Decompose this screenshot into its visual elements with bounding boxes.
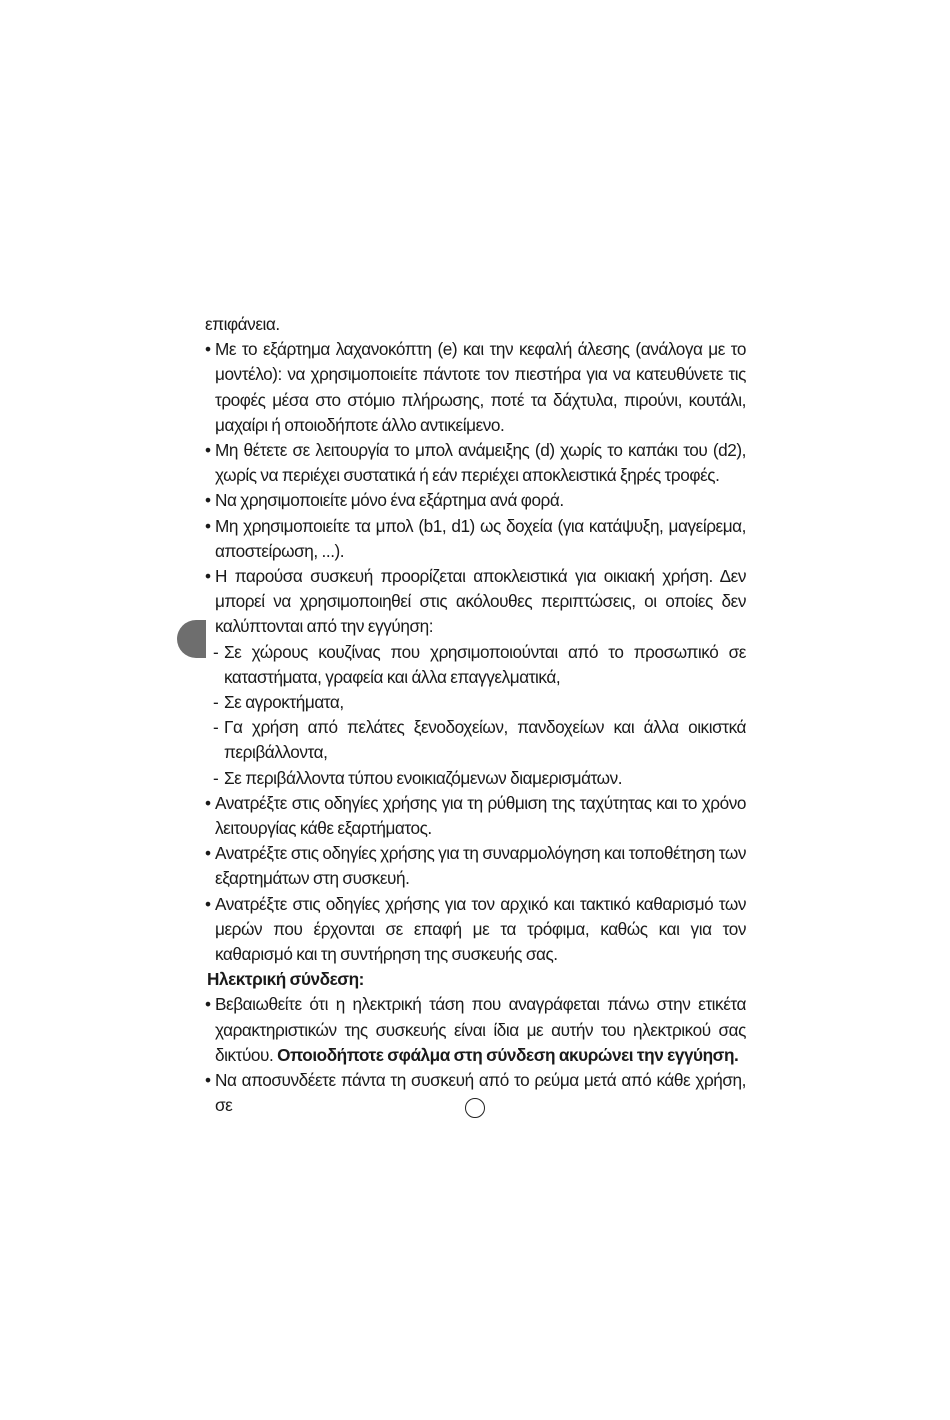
electrical-text: Βεβαιωθείτε ότι η ηλεκτρική τάση που αναγράφεται πάνω στην ετικέτα χαρακτηριστικών της συσκευής είναι ίδια με αυτήν του ηλεκτρικού σας δικτύου. [215,994,746,1065]
bullet-item: • Να χρησιμοποιείτε μόνο ένα εξάρτημα ανά φορά. [205,488,746,513]
bullet-item: • Ανατρέξτε στις οδηγίες χρήσης για τη συναρμολόγηση και τοποθέτηση των εξαρτημάτων στη συσκευή. [205,841,746,891]
document-body [205,312,746,1119]
sub-item: - Σε αγροκτήματα, [205,690,746,715]
sub-item: - Σε χώρους κουζίνας που χρησιμοποιούνται από το προσωπικό σε καταστήματα, γραφεία και άλλα επαγγελματικά, [205,640,746,690]
bullet-item: • Με το εξάρτημα λαχανοκόπτη (e) και την κεφαλή άλεσης (ανάλογα με το μοντέλο): να χρησιμοποιείτε πάντοτε τον πιεστήρα για να κατευθύνετε τις τροφές μέσα στο στόμιο πλήρωσης, ποτέ τα δάχτυλα, πιρούνι, κουτάλι, μαχαίρι ή οποιοδήποτε άλλο αντικείμενο. [205,337,746,438]
sub-item: - Σε περιβάλλοντα τύπου ενοικιαζόμενων διαμερισμάτων. [205,766,746,791]
language-tab-marker [177,620,206,658]
bullet-item-electrical [205,992,746,1068]
bullet-item: • Η παρούσα συσκευή προορίζεται αποκλειστικά για οικιακή χρήση. Δεν μπορεί να χρησιμοποιηθεί στις ακόλουθες περιπτώσεις, οι οποίες δεν καλύπτονται από την εγγύηση: [205,564,746,640]
sub-item: - Γα χρήση από πελάτες ξενοδοχείων, πανδοχείων και άλλα οικιστκά περιβάλλοντα, [205,715,746,765]
bullet-item: • Ανατρέξτε στις οδηγίες χρήσης για τη ρύθμιση της ταχύτητας και το χρόνο λειτουργίας κάθε εξαρτήματος. [205,791,746,841]
bullet-item: • Να αποσυνδέετε πάντα τη συσκευή από το ρεύμα μετά από κάθε χρήση, σε [205,1068,746,1118]
bullet-item: • Μη χρησιμοποιείτε τα μπολ (b1, d1) ως δοχεία (για κατάψυξη, μαγείρεμα, αποστείρωση, ...). [205,514,746,564]
warranty-warning: Οποιοδήποτε σφάλμα στη σύνδεση ακυρώνει την εγγύηση. [277,1044,739,1065]
bullet-item: • Ανατρέξτε στις οδηγίες χρήσης για τον αρχικό και τακτικό καθαρισμό των μερών που έρχονται σε επαφή με τα τρόφιμα, καθώς και για τον καθαρισμό και τη συντήρηση της συσκευής σας. [205,892,746,968]
intro-line: επιφάνεια. [205,314,280,334]
page-number-circle [465,1098,485,1118]
bullet-item: • Μη θέτετε σε λειτουργία το μπολ ανάμειξης (d) χωρίς το καπάκι του (d2), χωρίς να περιέχει συστατικά ή εάν περιέχει αποκλειστικά ξηρές τροφές. [205,438,746,488]
section-heading-electrical: Ηλεκτρική σύνδεση: [207,969,364,990]
